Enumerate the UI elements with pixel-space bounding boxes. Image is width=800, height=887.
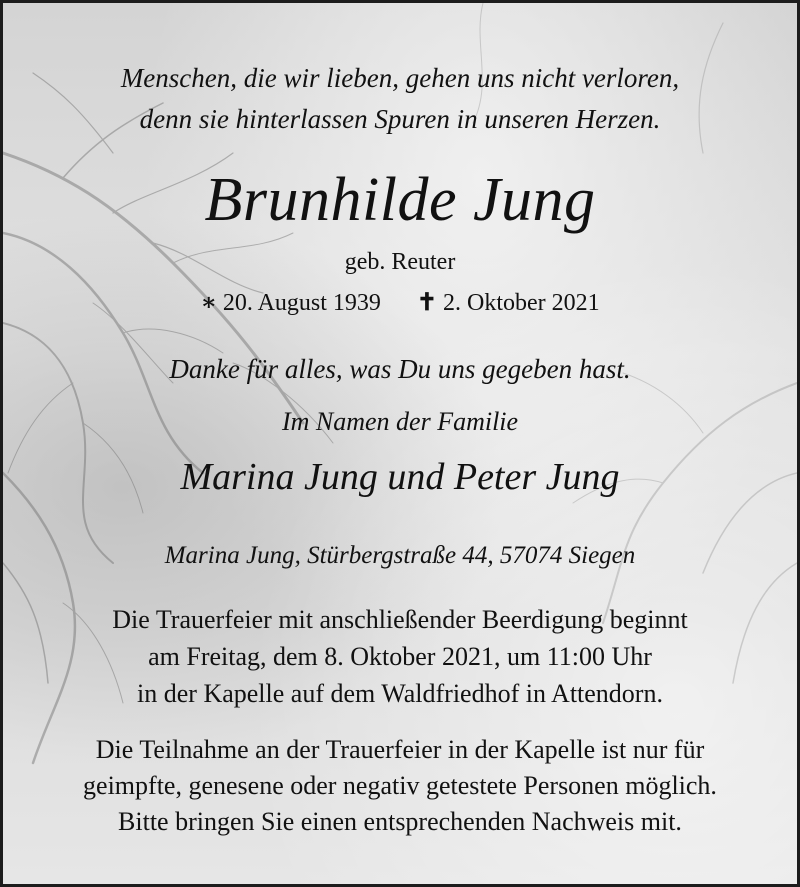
birth-date: 20. August 1939 <box>222 290 381 316</box>
deceased-name: Brunhilde Jung <box>204 166 596 234</box>
death-cross-icon: ✝ <box>416 290 438 316</box>
motto-line-2: denn sie hinterlassen Spuren in unseren Herzen. <box>139 104 661 134</box>
notice-line-2: geimpfte, genesene oder negativ getestete Personen möglich. <box>83 771 717 800</box>
birth-star-icon: ∗ <box>200 290 217 316</box>
notice-line-3: Bitte bringen Sie einen entsprechenden Nachweis mit. <box>118 807 682 836</box>
maiden-name: geb. Reuter <box>344 249 456 275</box>
funeral-line-1: Die Trauerfeier mit anschließender Beerdigung beginnt <box>112 605 688 634</box>
death-date: 2. Oktober 2021 <box>443 290 600 316</box>
family-names: Marina Jung und Peter Jung <box>180 456 620 498</box>
family-intro: Im Namen der Familie <box>281 407 519 436</box>
life-dates <box>3 287 797 317</box>
funeral-line-3: in der Kapelle auf dem Waldfriedhof in Attendorn. <box>137 679 663 708</box>
thanks-line: Danke für alles, was Du uns gegeben hast. <box>169 354 631 384</box>
contact-address: Marina Jung, Stürbergstraße 44, 57074 Siegen <box>164 542 636 569</box>
motto-line-1: Menschen, die wir lieben, gehen uns nicht verloren, <box>120 63 680 93</box>
notice-line-1: Die Teilnahme an der Trauerfeier in der Kapelle ist nur für <box>95 735 705 764</box>
funeral-line-2: am Freitag, dem 8. Oktober 2021, um 11:00 Uhr <box>148 642 652 671</box>
